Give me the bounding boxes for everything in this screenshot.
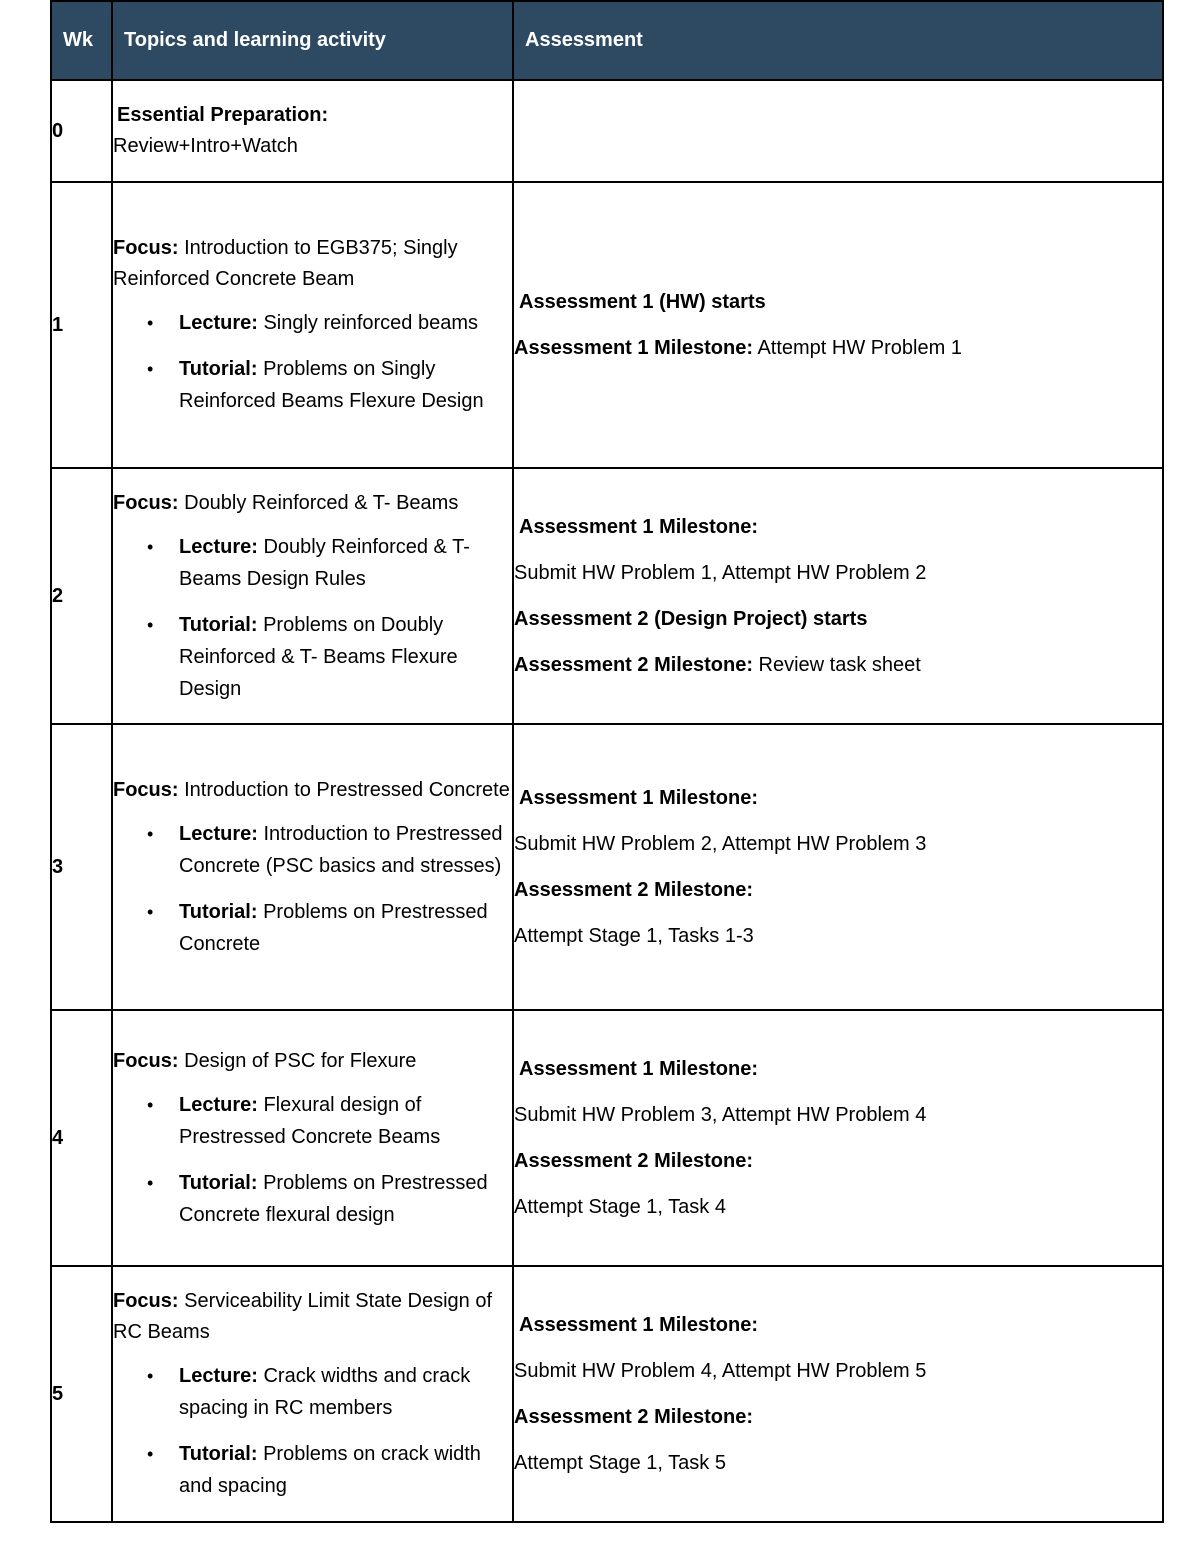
week-number: 1 (51, 182, 112, 468)
week-number: 4 (51, 1010, 112, 1266)
preparation-text: Review+Intro+Watch (113, 135, 298, 157)
assessment-line: Submit HW Problem 1, Attempt HW Problem 2 (514, 562, 927, 584)
table-row (51, 468, 1163, 724)
activity-list (113, 1089, 512, 1231)
header-assessment: Assessment (513, 1, 1163, 80)
preparation-heading: Essential Preparation: (117, 104, 329, 126)
table-row (51, 1266, 1163, 1522)
focus-text: Focus: Introduction to EGB375; Singly Reinforced Concrete Beam (113, 237, 458, 290)
activity-list (113, 531, 512, 705)
assessment-line: Assessment 1 Milestone: (519, 1058, 758, 1080)
assessment-line: Submit HW Problem 2, Attempt HW Problem 3 (514, 833, 927, 855)
tutorial-item: • Tutorial: Problems on Prestressed Concrete (179, 896, 512, 960)
focus-text: Focus: Introduction to Prestressed Concrete (113, 778, 510, 801)
assessment-line: Submit HW Problem 3, Attempt HW Problem 4 (514, 1104, 927, 1126)
topics-cell (112, 80, 513, 182)
table-row (51, 724, 1163, 1010)
assessment-line: Attempt Stage 1, Task 4 (514, 1196, 726, 1218)
focus-text: Focus: Doubly Reinforced & T- Beams (113, 491, 459, 514)
table-row (51, 80, 1163, 182)
assessment-line: Assessment 1 Milestone: Attempt HW Problem 1 (514, 337, 962, 359)
assessment-cell (513, 468, 1163, 724)
assessment-line: Attempt Stage 1, Tasks 1-3 (514, 925, 754, 947)
topics-cell (112, 1266, 513, 1522)
table-row (51, 182, 1163, 468)
activity-list (113, 1360, 512, 1502)
table-header-row (51, 1, 1163, 80)
assessment-line: Assessment 2 Milestone: (514, 879, 753, 901)
tutorial-item: • Tutorial: Problems on crack width and spacing (179, 1438, 512, 1502)
tutorial-item: • Tutorial: Problems on Singly Reinforced Beams Flexure Design (179, 353, 512, 417)
week-number: 3 (51, 724, 112, 1010)
assessment-cell (513, 724, 1163, 1010)
assessment-line: Assessment 2 (Design Project) starts (514, 608, 868, 630)
schedule-table (50, 0, 1164, 1523)
assessment-cell (513, 1010, 1163, 1266)
focus-text: Focus: Serviceability Limit State Design of RC Beams (113, 1290, 493, 1343)
lecture-item: • Lecture: Crack widths and crack spacing in RC members (179, 1360, 512, 1424)
topics-cell (112, 468, 513, 724)
tutorial-item: • Tutorial: Problems on Prestressed Concrete flexural design (179, 1167, 512, 1231)
week-number: 2 (51, 468, 112, 724)
topics-cell (112, 182, 513, 468)
assessment-cell (513, 80, 1163, 182)
header-week: Wk (51, 1, 112, 80)
assessment-line: Submit HW Problem 4, Attempt HW Problem 5 (514, 1360, 927, 1382)
activity-list (113, 307, 512, 417)
topics-cell (112, 724, 513, 1010)
lecture-item: • Lecture: Introduction to Prestressed Concrete (PSC basics and stresses) (179, 818, 512, 882)
table-row (51, 1010, 1163, 1266)
lecture-item: • Lecture: Singly reinforced beams (179, 307, 512, 339)
week-number: 5 (51, 1266, 112, 1522)
lecture-item: • Lecture: Doubly Reinforced & T- Beams Design Rules (179, 531, 512, 595)
activity-list (113, 818, 512, 960)
assessment-line: Assessment 2 Milestone: Review task sheet (514, 654, 921, 676)
topics-cell (112, 1010, 513, 1266)
assessment-line: Assessment 1 Milestone: (519, 516, 758, 538)
assessment-line: Assessment 1 Milestone: (519, 1314, 758, 1336)
assessment-line: Assessment 2 Milestone: (514, 1150, 753, 1172)
lecture-item: • Lecture: Flexural design of Prestressed Concrete Beams (179, 1089, 512, 1153)
assessment-line: Assessment 2 Milestone: (514, 1406, 753, 1428)
focus-text: Focus: Design of PSC for Flexure (113, 1049, 417, 1072)
tutorial-item: • Tutorial: Problems on Doubly Reinforced & T- Beams Flexure Design (179, 609, 512, 705)
assessment-cell (513, 1266, 1163, 1522)
assessment-line: Assessment 1 Milestone: (519, 787, 758, 809)
header-topics: Topics and learning activity (112, 1, 513, 80)
assessment-line: Assessment 1 (HW) starts (519, 291, 766, 313)
assessment-cell (513, 182, 1163, 468)
assessment-line: Attempt Stage 1, Task 5 (514, 1452, 726, 1474)
week-number: 0 (51, 80, 112, 182)
